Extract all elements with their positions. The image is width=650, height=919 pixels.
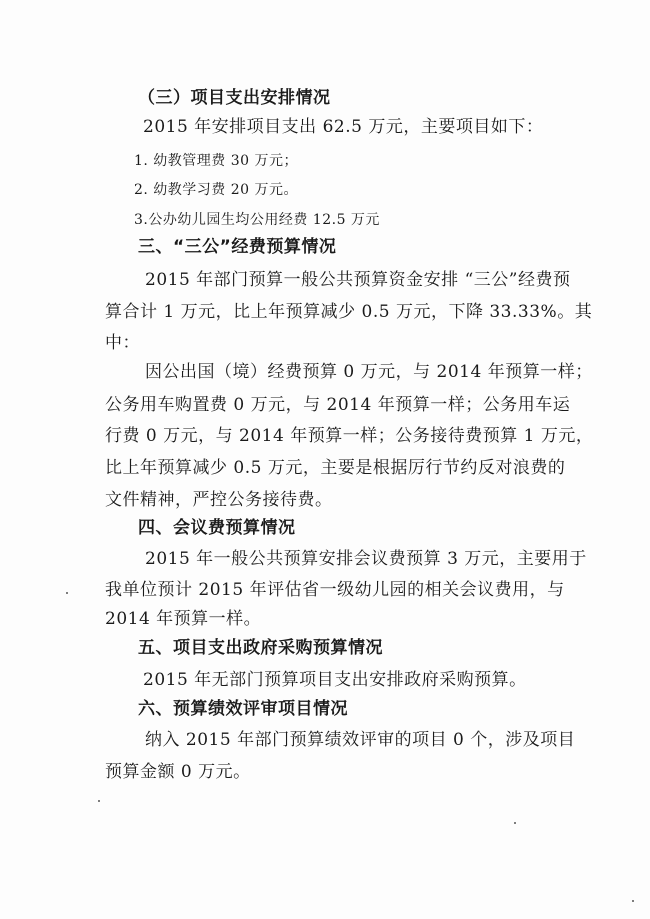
paragraph-line: 行费 0 万元，与 2014 年预算一样；公务接待费预算 1 万元， [105, 426, 594, 446]
list-item-2: 2. 幼教学习费 20 万元。 [134, 182, 299, 198]
scan-speck [98, 800, 100, 802]
paragraph-line: 2014 年预算一样。 [105, 609, 262, 629]
paragraph-line: 公务用车购置费 0 万元，与 2014 年预算一样；公务用车运 [105, 395, 571, 415]
section-heading-project-expenditure: （三）项目支出安排情况 [138, 88, 331, 108]
section-heading-three-public: 三、“三公”经费预算情况 [138, 237, 337, 257]
paragraph-line: 我单位预计 2015 年评估省一级幼儿园的相关会议费用，与 [105, 580, 565, 600]
paragraph-line: 2015 年安排项目支出 62.5 万元，主要项目如下： [143, 117, 544, 137]
paragraph-line: 2015 年一般公共预算安排会议费预算 3 万元，主要用于 [145, 549, 587, 569]
paragraph-line: 纳入 2015 年部门预算绩效评审的项目 0 个，涉及项目 [145, 730, 576, 750]
section-heading-procurement: 五、项目支出政府采购预算情况 [138, 638, 383, 658]
paragraph-line: 2015 年无部门预算项目支出安排政府采购预算。 [143, 670, 527, 690]
paragraph-line: 预算金额 0 万元。 [105, 762, 251, 782]
paragraph-line: 2015 年部门预算一般公共预算资金安排 “三公”经费预 [145, 270, 571, 290]
list-item-3: 3.公办幼儿园生均公用经费 12.5 万元 [134, 212, 380, 228]
paragraph-line: 文件精神，严控公务接待费。 [105, 490, 333, 510]
scan-speck [632, 900, 634, 902]
scan-speck [66, 592, 68, 594]
paragraph-line: 比上年预算减少 0.5 万元，主要是根据厉行节约反对浪费的 [105, 458, 566, 478]
paragraph-line: 因公出国（境）经费预算 0 万元，与 2014 年预算一样； [145, 362, 593, 382]
scan-speck [514, 822, 516, 824]
paragraph-line: 中： [105, 333, 140, 353]
section-heading-performance: 六、预算绩效评审项目情况 [138, 699, 348, 719]
paragraph-line: 算合计 1 万元，比上年预算减少 0.5 万元，下降 33.33%。其 [105, 302, 593, 322]
list-item-1: 1. 幼教管理费 30 万元； [134, 153, 299, 169]
section-heading-meeting: 四、会议费预算情况 [138, 518, 296, 538]
